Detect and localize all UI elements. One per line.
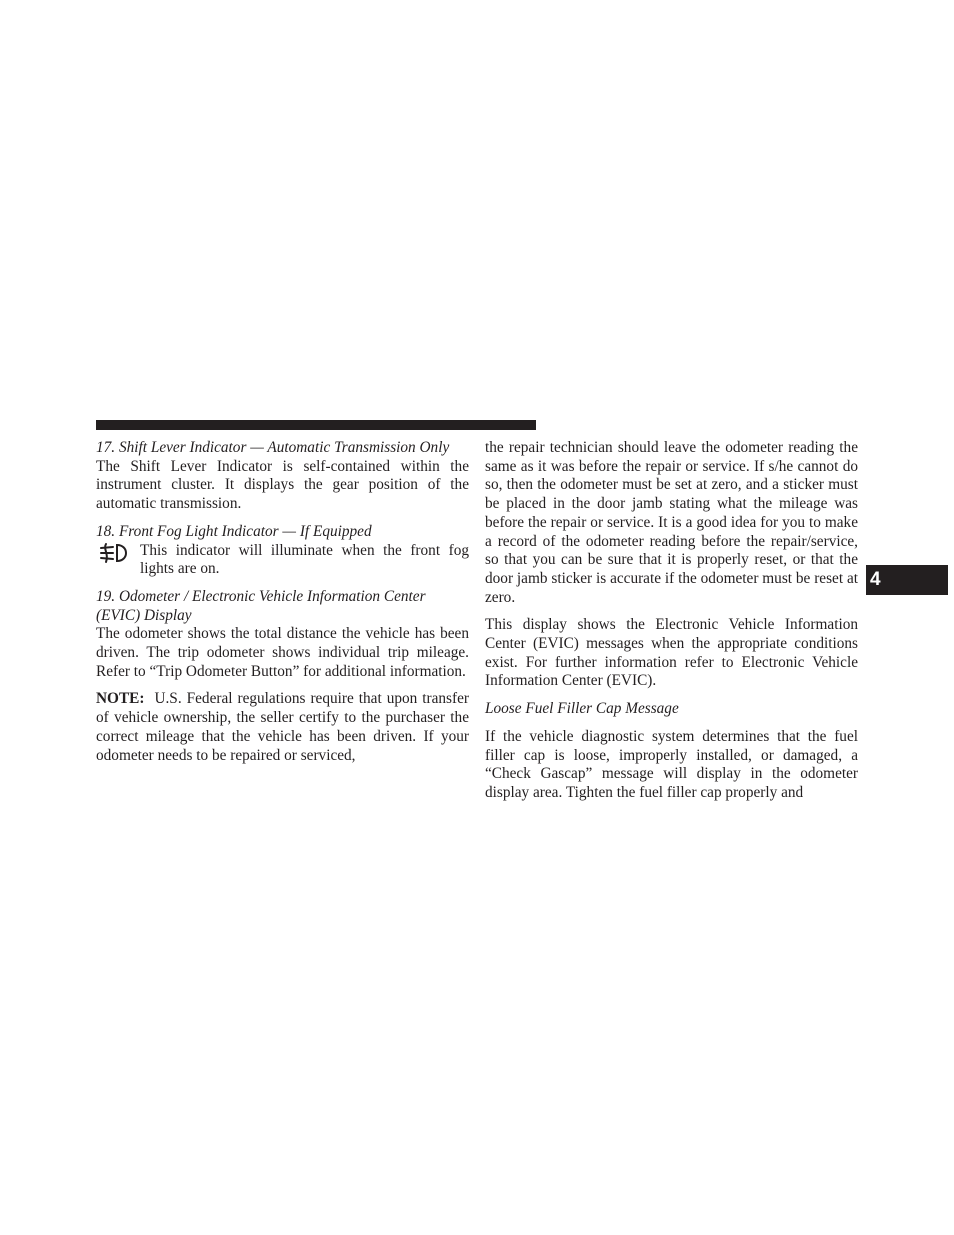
section-rule: [96, 420, 536, 430]
note-paragraph: [96, 690, 469, 765]
front-fog-light-icon: [96, 542, 132, 564]
right-column: [485, 439, 858, 803]
left-column: [96, 439, 469, 765]
item17-body: The Shift Lever Indicator is self-contained within the instrument cluster. It displays the gear position of the automatic transmission.: [96, 457, 469, 513]
gascap-paragraph: If the vehicle diagnostic system determines that the fuel filler cap is loose, improperly installed, or damaged, a “Check Gascap” message will display in the odometer display area. Tighten the fuel filler cap properly and: [485, 727, 858, 801]
item18-row: [96, 542, 469, 579]
gascap-heading: Loose Fuel Filler Cap Message: [485, 700, 679, 718]
item18-body: This indicator will illuminate when the front fog lights are on.: [140, 541, 469, 578]
chapter-number: 4: [870, 569, 881, 590]
chapter-tab: [866, 565, 948, 595]
note-label: NOTE:: [96, 690, 145, 708]
item19-heading: 19. Odometer / Electronic Vehicle Information Center (EVIC) Display: [96, 587, 426, 624]
evic-paragraph: This display shows the Electronic Vehicle Information Center (EVIC) messages when the appropriate conditions exist. For further information refer to Electronic Vehicle Information Center (EVIC).: [485, 616, 858, 690]
item17-heading: 17. Shift Lever Indicator — Automatic Transmission Only: [96, 439, 450, 456]
item18-heading: 18. Front Fog Light Indicator — If Equipped: [96, 522, 372, 540]
item19-body: The odometer shows the total distance the vehicle has been driven. The trip odometer shows individual trip mileage. Refer to “Trip Odometer Button” for additional information.: [96, 625, 469, 680]
note-text: U.S. Federal regulations require that upon transfer of vehicle ownership, the seller certify to the purchaser the correct mileage that the vehicle has been driven. If your odometer needs to be repaired or serviced,: [96, 690, 469, 764]
odometer-continued: the repair technician should leave the odometer reading the same as it was before the repair or service. If s/he cannot do so, then the odometer must be set at zero, and a sticker must be placed in the door jamb stating what the mileage was before the repair or service. It is a good idea for you to make a record of the odometer reading before the repair/service, so that you can be sure that it is properly reset, or that the door jamb sticker is accurate if the odometer must be reset at zero.: [485, 439, 858, 606]
